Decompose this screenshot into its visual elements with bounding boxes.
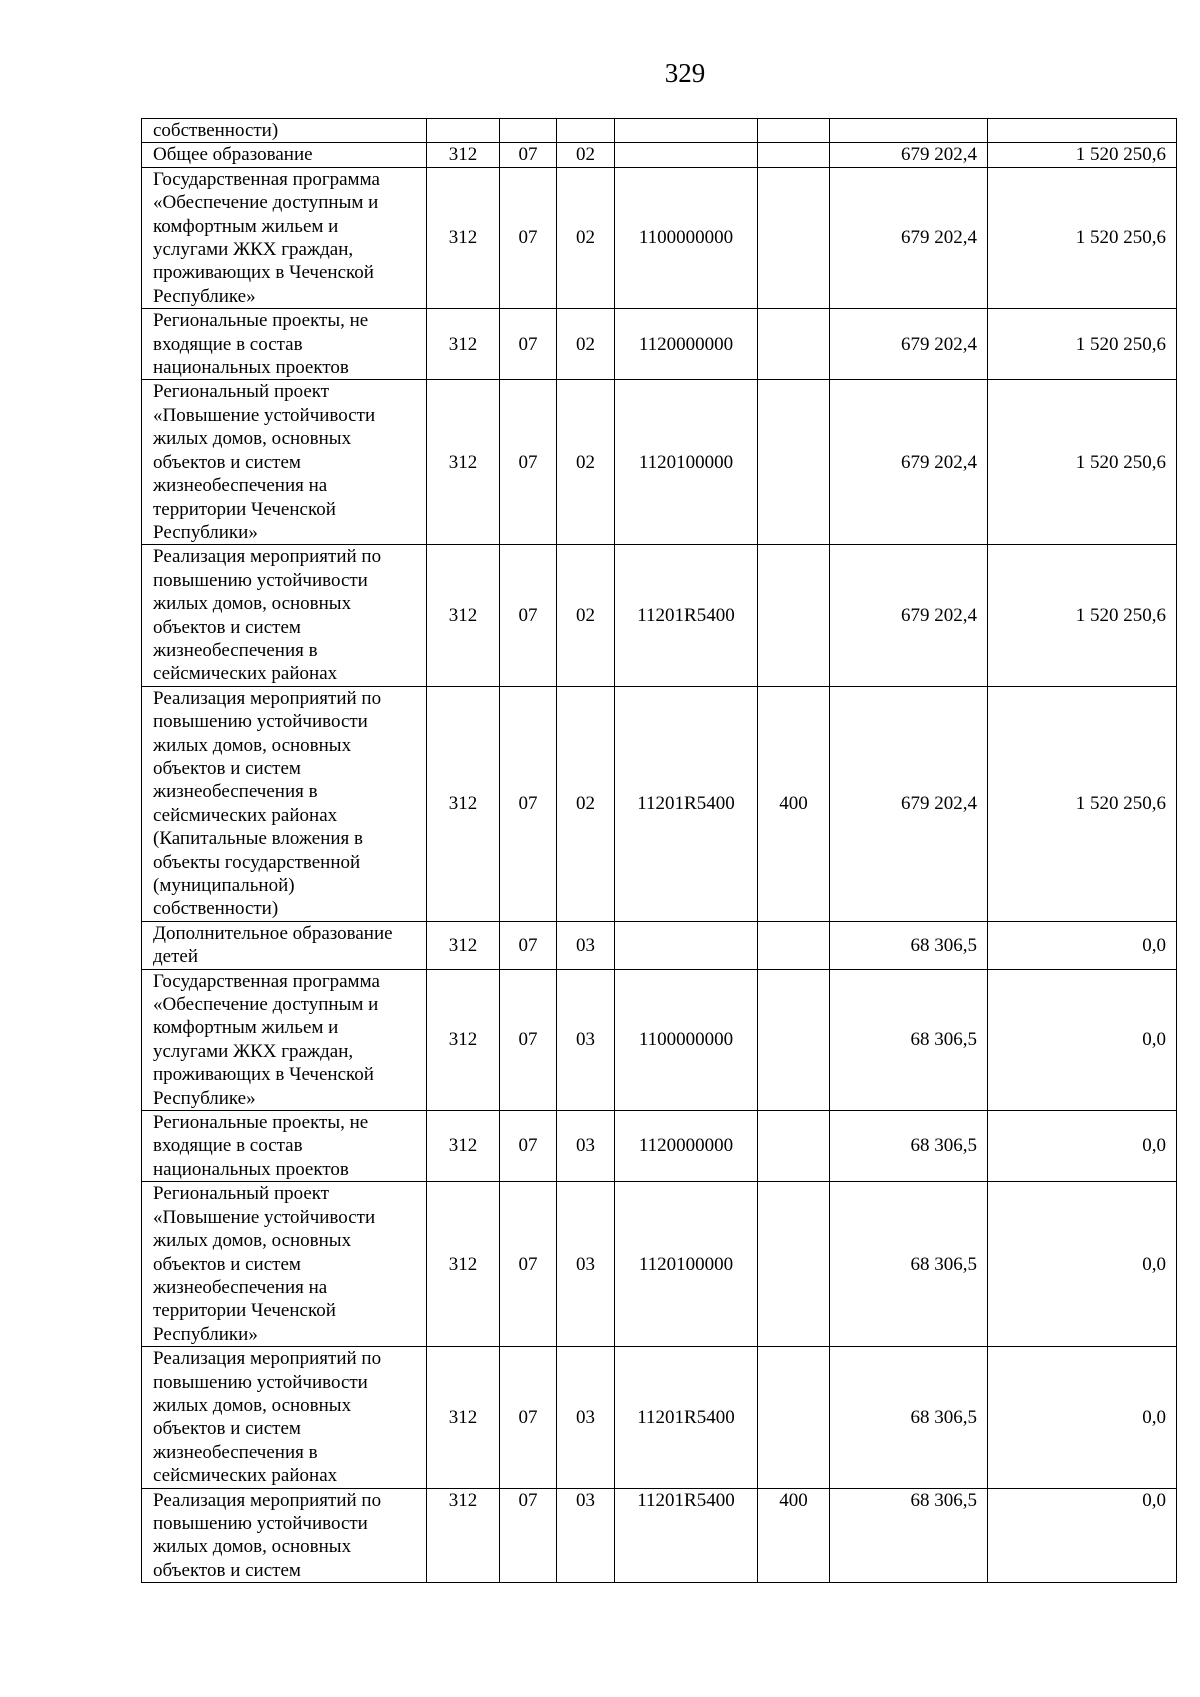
row-name-cell: Дополнительное образование детей (142, 921, 427, 969)
section-code-cell: 07 (500, 1488, 557, 1583)
expense-type-cell (758, 921, 830, 969)
subsection-code-cell: 02 (557, 545, 615, 686)
amount-year1-cell: 68 306,5 (830, 1347, 988, 1488)
row-name-cell: Общее образование (142, 143, 427, 167)
expense-type-cell (758, 1347, 830, 1488)
expense-type-cell (758, 167, 830, 308)
expense-type-cell (758, 119, 830, 143)
section-code-cell: 07 (500, 143, 557, 167)
table-row (142, 545, 1177, 686)
target-article-cell: 1120100000 (615, 1182, 758, 1347)
row-name-cell: Региональный проект «Повышение устойчивости жилых домов, основных объектов и систем жизнеобеспечения на территории Чеченской Республики» (142, 380, 427, 545)
amount-year1-cell: 679 202,4 (830, 686, 988, 921)
row-name-cell: Региональные проекты, не входящие в состав национальных проектов (142, 1111, 427, 1182)
ministry-code-cell: 312 (427, 686, 500, 921)
section-code-cell: 07 (500, 1347, 557, 1488)
table-row (142, 1488, 1177, 1583)
amount-year1-cell: 679 202,4 (830, 167, 988, 308)
target-article-cell (615, 921, 758, 969)
expense-type-cell (758, 545, 830, 686)
ministry-code-cell: 312 (427, 545, 500, 686)
subsection-code-cell: 03 (557, 1111, 615, 1182)
section-code-cell: 07 (500, 969, 557, 1110)
table-row (142, 309, 1177, 380)
amount-year1-cell (830, 119, 988, 143)
subsection-code-cell: 02 (557, 309, 615, 380)
amount-year2-cell: 0,0 (988, 1111, 1177, 1182)
table-row (142, 380, 1177, 545)
section-code-cell (500, 119, 557, 143)
target-article-cell (615, 143, 758, 167)
section-code-cell: 07 (500, 1182, 557, 1347)
target-article-cell: 1120000000 (615, 1111, 758, 1182)
subsection-code-cell: 02 (557, 143, 615, 167)
amount-year2-cell: 1 520 250,6 (988, 309, 1177, 380)
amount-year2-cell: 0,0 (988, 969, 1177, 1110)
ministry-code-cell: 312 (427, 1182, 500, 1347)
table-row (142, 119, 1177, 143)
row-name-cell: Государственная программа «Обеспечение доступным и комфортным жильем и услугами ЖКХ граждан, проживающих в Чеченской Республике» (142, 969, 427, 1110)
amount-year1-cell: 679 202,4 (830, 545, 988, 686)
target-article-cell: 11201R5400 (615, 545, 758, 686)
subsection-code-cell: 03 (557, 1182, 615, 1347)
ministry-code-cell: 312 (427, 1111, 500, 1182)
subsection-code-cell: 03 (557, 1347, 615, 1488)
table-row (142, 969, 1177, 1110)
target-article-cell (615, 119, 758, 143)
amount-year1-cell: 68 306,5 (830, 1488, 988, 1583)
expense-type-cell (758, 309, 830, 380)
table-row (142, 921, 1177, 969)
target-article-cell: 1120100000 (615, 380, 758, 545)
ministry-code-cell (427, 119, 500, 143)
ministry-code-cell: 312 (427, 921, 500, 969)
amount-year2-cell: 1 520 250,6 (988, 686, 1177, 921)
row-name-cell: Реализация мероприятий по повышению устойчивости жилых домов, основных объектов и систем жизнеобеспечения в сейсмических районах (Капитальные вложения в объекты государственной (муниципальной) собственности) (142, 686, 427, 921)
table-body (142, 119, 1177, 1583)
amount-year1-cell: 679 202,4 (830, 309, 988, 380)
section-code-cell: 07 (500, 545, 557, 686)
expense-type-cell: 400 (758, 686, 830, 921)
table-row (142, 686, 1177, 921)
row-name-cell: Реализация мероприятий по повышению устойчивости жилых домов, основных объектов и систем (142, 1488, 427, 1583)
amount-year1-cell: 68 306,5 (830, 1182, 988, 1347)
expense-type-cell (758, 143, 830, 167)
subsection-code-cell: 02 (557, 686, 615, 921)
ministry-code-cell: 312 (427, 969, 500, 1110)
subsection-code-cell: 03 (557, 921, 615, 969)
subsection-code-cell: 02 (557, 380, 615, 545)
section-code-cell: 07 (500, 167, 557, 308)
amount-year1-cell: 68 306,5 (830, 969, 988, 1110)
row-name-cell: собственности) (142, 119, 427, 143)
section-code-cell: 07 (500, 921, 557, 969)
ministry-code-cell: 312 (427, 167, 500, 308)
table-row (142, 143, 1177, 167)
ministry-code-cell: 312 (427, 309, 500, 380)
section-code-cell: 07 (500, 1111, 557, 1182)
amount-year2-cell: 1 520 250,6 (988, 380, 1177, 545)
section-code-cell: 07 (500, 380, 557, 545)
ministry-code-cell: 312 (427, 1488, 500, 1583)
row-name-cell: Региональный проект «Повышение устойчивости жилых домов, основных объектов и систем жизнеобеспечения на территории Чеченской Республики» (142, 1182, 427, 1347)
row-name-cell: Реализация мероприятий по повышению устойчивости жилых домов, основных объектов и систем жизнеобеспечения в сейсмических районах (142, 545, 427, 686)
budget-table (141, 118, 1177, 1583)
subsection-code-cell: 02 (557, 167, 615, 308)
expense-type-cell (758, 1111, 830, 1182)
amount-year1-cell: 679 202,4 (830, 143, 988, 167)
expense-type-cell: 400 (758, 1488, 830, 1583)
table-row (142, 167, 1177, 308)
amount-year2-cell: 1 520 250,6 (988, 143, 1177, 167)
expense-type-cell (758, 1182, 830, 1347)
amount-year2-cell (988, 119, 1177, 143)
amount-year2-cell: 0,0 (988, 921, 1177, 969)
expense-type-cell (758, 969, 830, 1110)
target-article-cell: 11201R5400 (615, 1347, 758, 1488)
ministry-code-cell: 312 (427, 1347, 500, 1488)
subsection-code-cell: 03 (557, 969, 615, 1110)
row-name-cell: Региональные проекты, не входящие в состав национальных проектов (142, 309, 427, 380)
table-row (142, 1347, 1177, 1488)
target-article-cell: 11201R5400 (615, 1488, 758, 1583)
row-name-cell: Реализация мероприятий по повышению устойчивости жилых домов, основных объектов и систем жизнеобеспечения в сейсмических районах (142, 1347, 427, 1488)
subsection-code-cell (557, 119, 615, 143)
target-article-cell: 1100000000 (615, 969, 758, 1110)
amount-year2-cell: 1 520 250,6 (988, 545, 1177, 686)
target-article-cell: 1100000000 (615, 167, 758, 308)
ministry-code-cell: 312 (427, 143, 500, 167)
amount-year1-cell: 68 306,5 (830, 921, 988, 969)
ministry-code-cell: 312 (427, 380, 500, 545)
target-article-cell: 1120000000 (615, 309, 758, 380)
section-code-cell: 07 (500, 686, 557, 921)
table-row (142, 1111, 1177, 1182)
page-number: 329 (664, 58, 706, 88)
table-row (142, 1182, 1177, 1347)
amount-year1-cell: 679 202,4 (830, 380, 988, 545)
amount-year2-cell: 1 520 250,6 (988, 167, 1177, 308)
row-name-cell: Государственная программа «Обеспечение доступным и комфортным жильем и услугами ЖКХ граждан, проживающих в Чеченской Республике» (142, 167, 427, 308)
amount-year2-cell: 0,0 (988, 1347, 1177, 1488)
amount-year2-cell: 0,0 (988, 1488, 1177, 1583)
section-code-cell: 07 (500, 309, 557, 380)
subsection-code-cell: 03 (557, 1488, 615, 1583)
amount-year2-cell: 0,0 (988, 1182, 1177, 1347)
target-article-cell: 11201R5400 (615, 686, 758, 921)
expense-type-cell (758, 380, 830, 545)
amount-year1-cell: 68 306,5 (830, 1111, 988, 1182)
